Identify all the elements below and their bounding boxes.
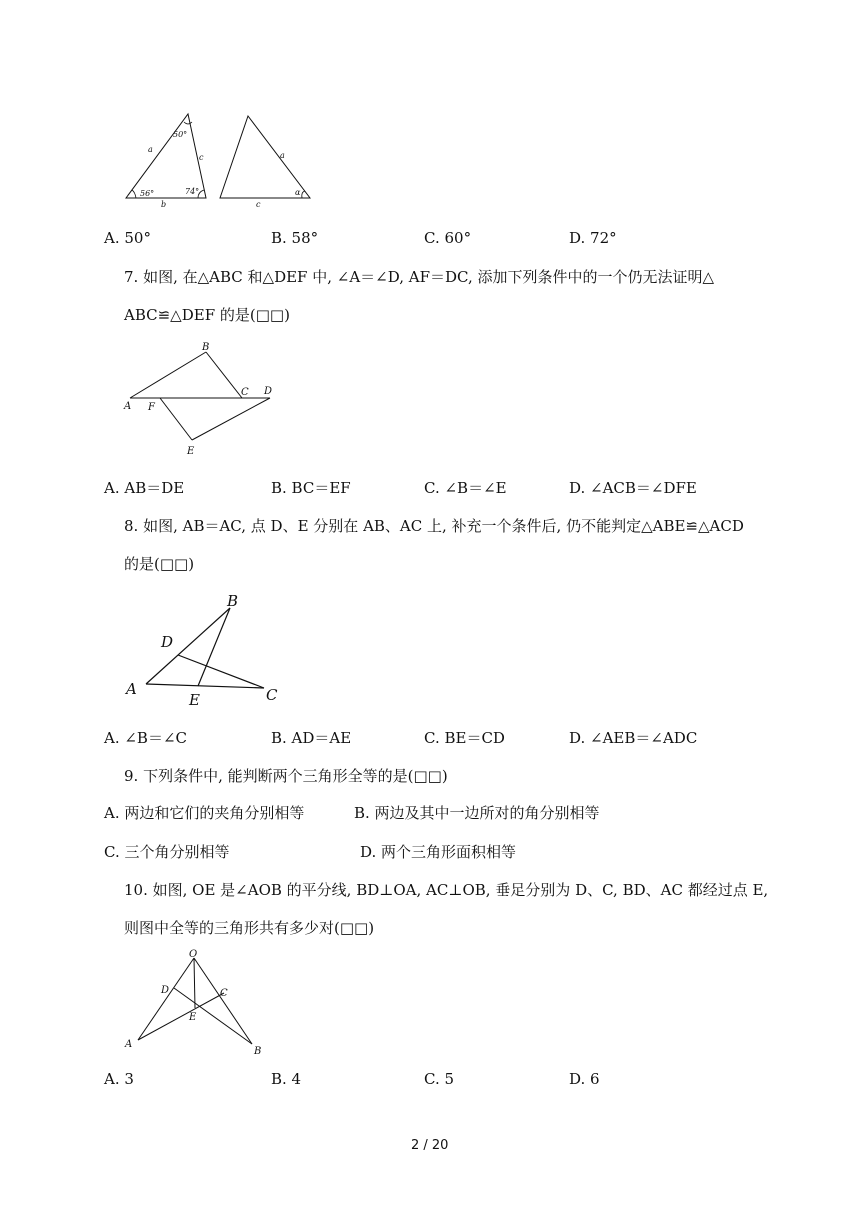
q6-option-d: D. 72° bbox=[569, 229, 617, 247]
q6-left-angle-left-arc bbox=[132, 190, 136, 198]
q7-label-e: E bbox=[187, 446, 195, 457]
q7-label-f: F bbox=[148, 402, 155, 413]
q6-option-a: A. 50° bbox=[104, 229, 151, 247]
q6-left-angle-top: 50° bbox=[173, 130, 188, 139]
q10-label-d: D bbox=[161, 985, 170, 996]
q7-option-d: D. ∠ACB＝∠DFE bbox=[569, 479, 697, 497]
q9-option-c: C. 三个角分别相等 bbox=[104, 843, 230, 861]
q10-line-ob bbox=[194, 958, 252, 1044]
q8-option-b: B. AD＝AE bbox=[271, 729, 352, 747]
q8-label-e: E bbox=[189, 691, 200, 709]
q9-option-b: B. 两边及其中一边所对的角分别相等 bbox=[354, 804, 600, 822]
q10-option-d: D. 6 bbox=[569, 1070, 600, 1088]
q8-line-dc bbox=[178, 655, 264, 688]
q8-line-be bbox=[198, 608, 230, 686]
q9-stem: 9. 下列条件中, 能判断两个三角形全等的是(□□) bbox=[124, 767, 448, 785]
q9-option-a: A. 两边和它们的夹角分别相等 bbox=[104, 804, 305, 822]
q10-figure bbox=[118, 946, 278, 1062]
q7-label-c: C bbox=[241, 387, 249, 398]
q10-line-oa bbox=[138, 958, 194, 1040]
q8-label-d: D bbox=[161, 633, 174, 651]
q10-line-ac bbox=[138, 993, 224, 1040]
q7-option-a: A. AB＝DE bbox=[104, 479, 185, 497]
q8-stem-line1: 8. 如图, AB＝AC, 点 D、E 分别在 AB、AC 上, 补充一个条件后, 仍不能判定△ABE≌△ACD bbox=[124, 517, 744, 535]
q10-label-e: E bbox=[189, 1012, 197, 1023]
q6-right-angle-arc bbox=[302, 191, 305, 198]
q6-right-side-a: a bbox=[280, 151, 285, 160]
q10-line-bd bbox=[174, 988, 252, 1044]
q7-label-d: D bbox=[264, 386, 273, 397]
q8-line-ab bbox=[146, 608, 230, 684]
q10-label-b: B bbox=[254, 1046, 262, 1057]
q6-left-side-c: c bbox=[199, 153, 204, 162]
q6-right-triangle bbox=[220, 116, 310, 198]
q6-figure bbox=[118, 108, 318, 208]
q7-line-ed bbox=[192, 398, 270, 440]
q7-option-b: B. BC＝EF bbox=[271, 479, 351, 497]
q10-stem-line2: 则图中全等的三角形共有多少对(□□) bbox=[124, 919, 375, 937]
q6-left-angle-left: 56° bbox=[140, 189, 155, 198]
q6-left-side-a: a bbox=[148, 145, 153, 154]
q6-right-side-c: c bbox=[256, 200, 261, 208]
q8-label-b: B bbox=[227, 592, 239, 610]
q6-left-side-b: b bbox=[161, 200, 167, 208]
q10-option-a: A. 3 bbox=[104, 1070, 134, 1088]
q6-option-b: B. 58° bbox=[271, 229, 319, 247]
q10-line-oe bbox=[194, 958, 195, 1008]
q10-option-b: B. 4 bbox=[271, 1070, 302, 1088]
q8-stem-line2: 的是(□□) bbox=[124, 555, 195, 573]
q8-option-c: C. BE＝CD bbox=[424, 729, 505, 747]
q7-line-bc bbox=[206, 352, 242, 398]
q6-option-c: C. 60° bbox=[424, 229, 472, 247]
q8-option-a: A. ∠B＝∠C bbox=[104, 729, 188, 747]
q10-option-c: C. 5 bbox=[424, 1070, 455, 1088]
q10-label-c: C bbox=[220, 988, 228, 999]
q6-right-angle-label: α bbox=[295, 188, 301, 197]
q7-label-a: A bbox=[124, 401, 132, 412]
q6-left-angle-top-arc bbox=[184, 122, 192, 124]
q7-option-c: C. ∠B＝∠E bbox=[424, 479, 507, 497]
q10-stem-line1: 10. 如图, OE 是∠AOB 的平分线, BD⊥OA, AC⊥OB, 垂足分别为 D、C, BD、AC 都经过点 E, bbox=[124, 881, 769, 899]
q7-line-ab bbox=[130, 352, 206, 398]
q8-label-a: A bbox=[126, 680, 137, 698]
q8-line-ac bbox=[146, 684, 264, 688]
q7-line-fe bbox=[160, 398, 192, 440]
q10-label-a: A bbox=[125, 1039, 133, 1050]
q6-left-angle-right: 74° bbox=[185, 187, 200, 196]
page-number: 2 / 20 bbox=[411, 1138, 449, 1153]
q7-figure bbox=[120, 338, 290, 460]
q8-figure bbox=[118, 588, 298, 712]
q7-label-b: B bbox=[202, 342, 210, 353]
q7-stem-line1: 7. 如图, 在△ABC 和△DEF 中, ∠A＝∠D, AF＝DC, 添加下列条件中的一个仍无法证明△ bbox=[124, 268, 715, 286]
q8-option-d: D. ∠AEB＝∠ADC bbox=[569, 729, 698, 747]
q10-label-o: O bbox=[189, 949, 198, 960]
q7-stem-line2: ABC≌△DEF 的是(□□) bbox=[124, 306, 290, 324]
q6-left-triangle bbox=[126, 114, 206, 198]
q9-option-d: D. 两个三角形面积相等 bbox=[360, 843, 517, 861]
q8-label-c: C bbox=[266, 686, 278, 704]
